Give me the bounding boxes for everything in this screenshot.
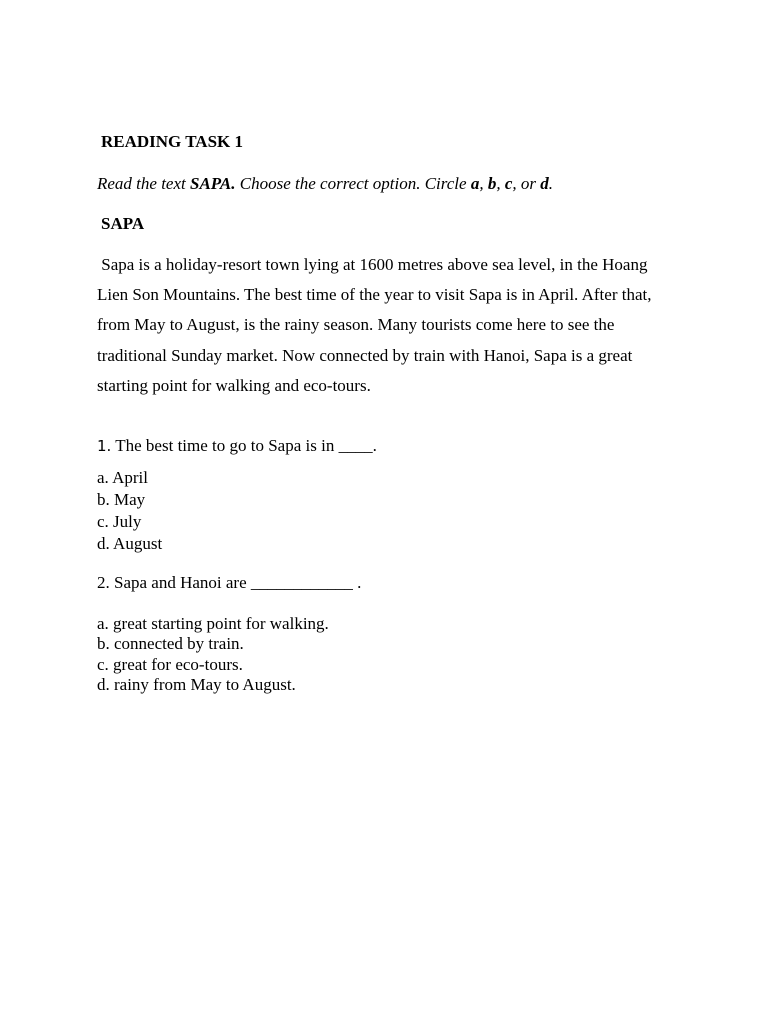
option-item[interactable]: a. great starting point for walking. bbox=[97, 614, 329, 633]
option-item[interactable]: d. rainy from May to August. bbox=[97, 674, 296, 694]
option-item[interactable]: b. May bbox=[97, 490, 146, 509]
option-item[interactable]: b. connected by train. bbox=[97, 634, 244, 654]
question-text: The best time to go to Sapa is in ____. bbox=[111, 436, 377, 455]
question-text: Sapa and Hanoi are ____________ . bbox=[109, 573, 362, 592]
instruction-option-d: d bbox=[540, 174, 549, 193]
task-title: READING TASK 1 bbox=[101, 132, 244, 151]
question-2-options bbox=[97, 614, 329, 695]
instruction-middle: Choose the correct option. Circle bbox=[235, 174, 471, 193]
question-1 bbox=[97, 436, 377, 456]
option-item[interactable]: d. August bbox=[97, 534, 163, 553]
instruction-line bbox=[97, 174, 553, 194]
instruction-option-c: c bbox=[504, 174, 513, 193]
question-number: 2. bbox=[97, 573, 110, 592]
reading-passage bbox=[97, 250, 697, 401]
question-number: 1. bbox=[97, 437, 112, 455]
instruction-option-b: b bbox=[487, 174, 497, 193]
instruction-prefix: Read the text bbox=[97, 174, 190, 193]
text-title: SAPA bbox=[101, 214, 145, 233]
option-item[interactable]: a. April bbox=[97, 468, 148, 487]
question-1-options bbox=[97, 467, 162, 555]
instruction-text-name: SAPA. bbox=[190, 174, 236, 193]
passage-line: traditional Sunday market. Now connected by train with Hanoi, Sapa is a great bbox=[97, 345, 633, 365]
instruction-end: . bbox=[548, 174, 553, 193]
question-2 bbox=[97, 573, 361, 593]
passage-line: Lien Son Mountains. The best time of the year to visit Sapa is in April. After that, bbox=[97, 285, 652, 305]
passage-line: Sapa is a holiday-resort town lying at 1600 metres above sea level, in the Hoang bbox=[97, 255, 648, 274]
instruction-separator: , bbox=[479, 174, 488, 193]
instruction-option-a: a bbox=[470, 174, 480, 193]
option-item[interactable]: c. July bbox=[97, 512, 142, 531]
passage-line: from May to August, is the rainy season. Many tourists come here to see the bbox=[97, 315, 615, 335]
option-item[interactable]: c. great for eco-tours. bbox=[97, 654, 243, 674]
instruction-separator: , bbox=[496, 174, 505, 193]
passage-line: starting point for walking and eco-tours. bbox=[97, 375, 371, 395]
instruction-separator: , or bbox=[512, 174, 541, 193]
